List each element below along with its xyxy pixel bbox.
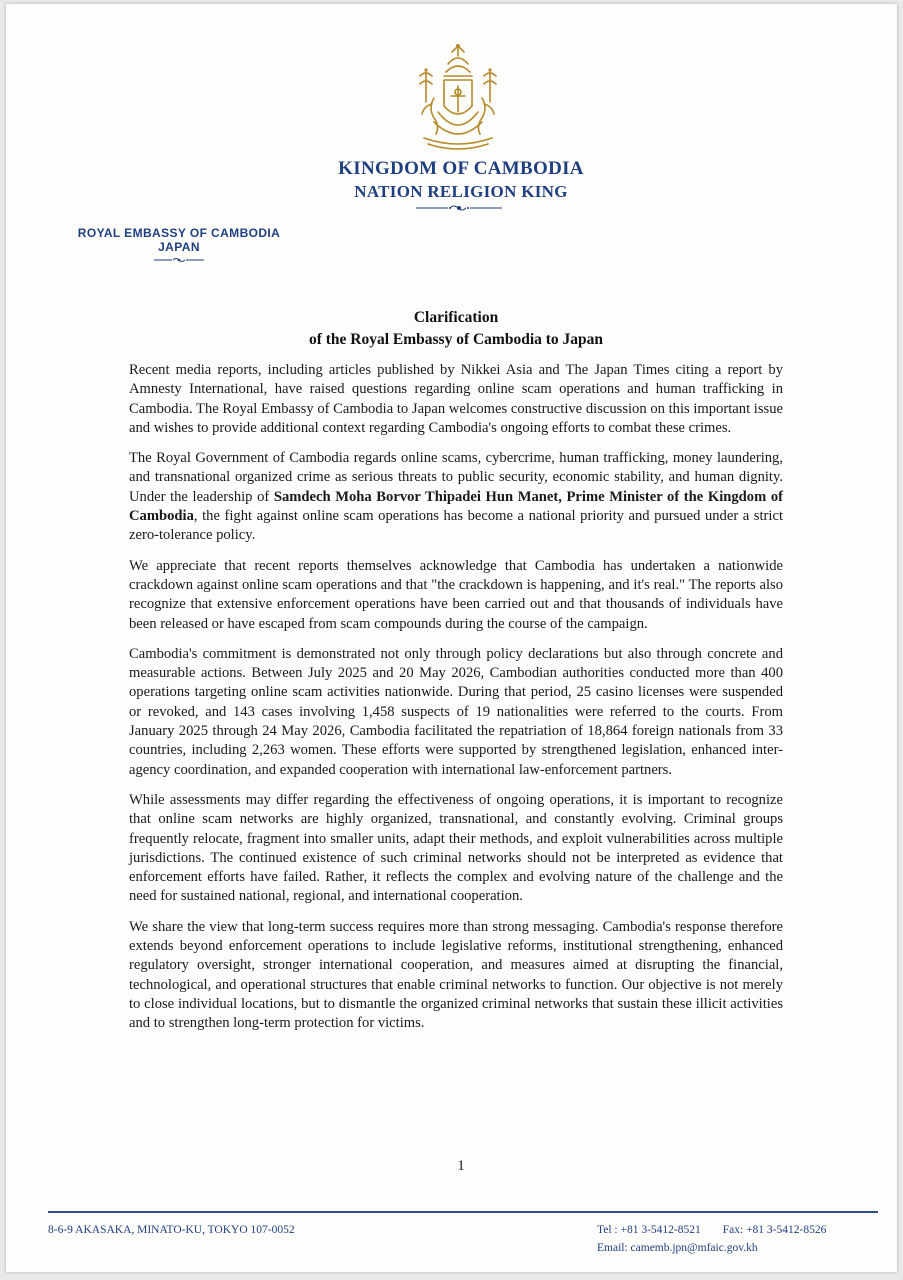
- document-subtitle: of the Royal Embassy of Cambodia to Japan: [308, 331, 604, 348]
- contact-email: Email: camemb.jpn@mfaic.gov.kh: [597, 1242, 758, 1254]
- paragraph-text: The Royal Government of Cambodia regards online scams, cybercrime, human trafficking, money laundering, and transnational organized crime as serious threats to public security, economic stability, and human dignity. Under the leadership of: [129, 450, 783, 505]
- prime-minister-name: Samdech Moha Borvor Thipadei Hun Manet, Prime Minister of the Kingdom of Cambodia: [129, 488, 783, 525]
- royal-emblem-icon: [404, 42, 512, 154]
- footer-divider: [48, 1211, 878, 1213]
- document-title: Clarification: [413, 309, 499, 326]
- document-page: [6, 4, 897, 1272]
- paragraph: We share the view that long-term success requires more than strong messaging. Cambodia's response therefore extends beyond enforcement operations to include legislative reforms, institutional strengthening, enhanced regulatory oversight, stronger international cooperation, and measures aimed at disrupting the financial, technological, and operational structures that enable criminal networks to function. Our objective is not merely to close individual locations, but to dismantle the organized criminal networks that sustain these illicit activities and to strengthen long-term protection for victims.: [129, 918, 783, 1032]
- paragraph: We appreciate that recent reports themselves acknowledge that Cambodia has undertaken a nationwide crackdown against online scam operations and that "the crackdown is happening, and it's real." The reports also recognize that extensive enforcement operations have been carried out and that thousands of individuals have been released or have escaped from scam compounds during the course of the campaign.: [129, 557, 783, 632]
- embassy-country: JAPAN: [158, 240, 200, 254]
- kingdom-name: KINGDOM OF CAMBODIA: [338, 158, 584, 179]
- embassy-address: 8-6-9 AKASAKA, MINATO-KU, TOKYO 107-0052: [48, 1224, 295, 1236]
- fax: Fax: +81 3-5412-8526: [722, 1224, 827, 1236]
- paragraph: Cambodia's commitment is demonstrated not only through policy declarations but also through concrete and measurable actions. Between July 2025 and 20 May 2026, Cambodian authorities conducted more than 400 operations targeting online scam activities nationwide. During that period, 25 casino licenses were suspended or revoked, and 143 cases involving 1,458 suspects of 19 nationalities were referred to the courts. From January 2025 through 24 May 2026, Cambodia facilitated the repatriation of 18,864 foreign nationals from 33 countries, including 2,263 women. These efforts were supported by strengthened legislation, enhanced inter-agency coordination, and expanded cooperation with international law-enforcement partners.: [129, 645, 783, 778]
- embassy-divider-icon: [152, 256, 206, 264]
- telephone: Tel : +81 3-5412-8521: [597, 1224, 701, 1236]
- motto-divider-icon: [414, 203, 504, 213]
- embassy-name: ROYAL EMBASSY OF CAMBODIA: [77, 226, 281, 240]
- paragraph: [129, 449, 783, 545]
- page-number: 1: [457, 1158, 465, 1174]
- paragraph: While assessments may differ regarding the effectiveness of ongoing operations, it is important to recognize that online scam networks are highly organized, transnational, and constantly evolving. Criminal groups frequently relocate, fragment into smaller units, adapt their methods, and exploit vulnerabilities across multiple jurisdictions. The continued existence of such criminal networks should not be interpreted as evidence that enforcement efforts have failed. Rather, it reflects the complex and evolving nature of the challenge and the need for sustained national, regional, and international cooperation.: [129, 791, 783, 905]
- document-body: [129, 361, 783, 1045]
- paragraph: Recent media reports, including articles published by Nikkei Asia and The Japan Times citing a report by Amnesty International, have raised questions regarding online scam operations and human trafficking in Cambodia. The Royal Embassy of Cambodia to Japan welcomes constructive discussion on this important issue and wishes to provide additional context regarding Cambodia's ongoing efforts to combat these crimes.: [129, 362, 783, 436]
- contact-phone-fax: [597, 1224, 826, 1236]
- national-motto: NATION RELIGION KING: [354, 182, 568, 201]
- paragraph-text: , the fight against online scam operations has become a national priority and pursued under a strict zero-tolerance policy.: [129, 508, 783, 544]
